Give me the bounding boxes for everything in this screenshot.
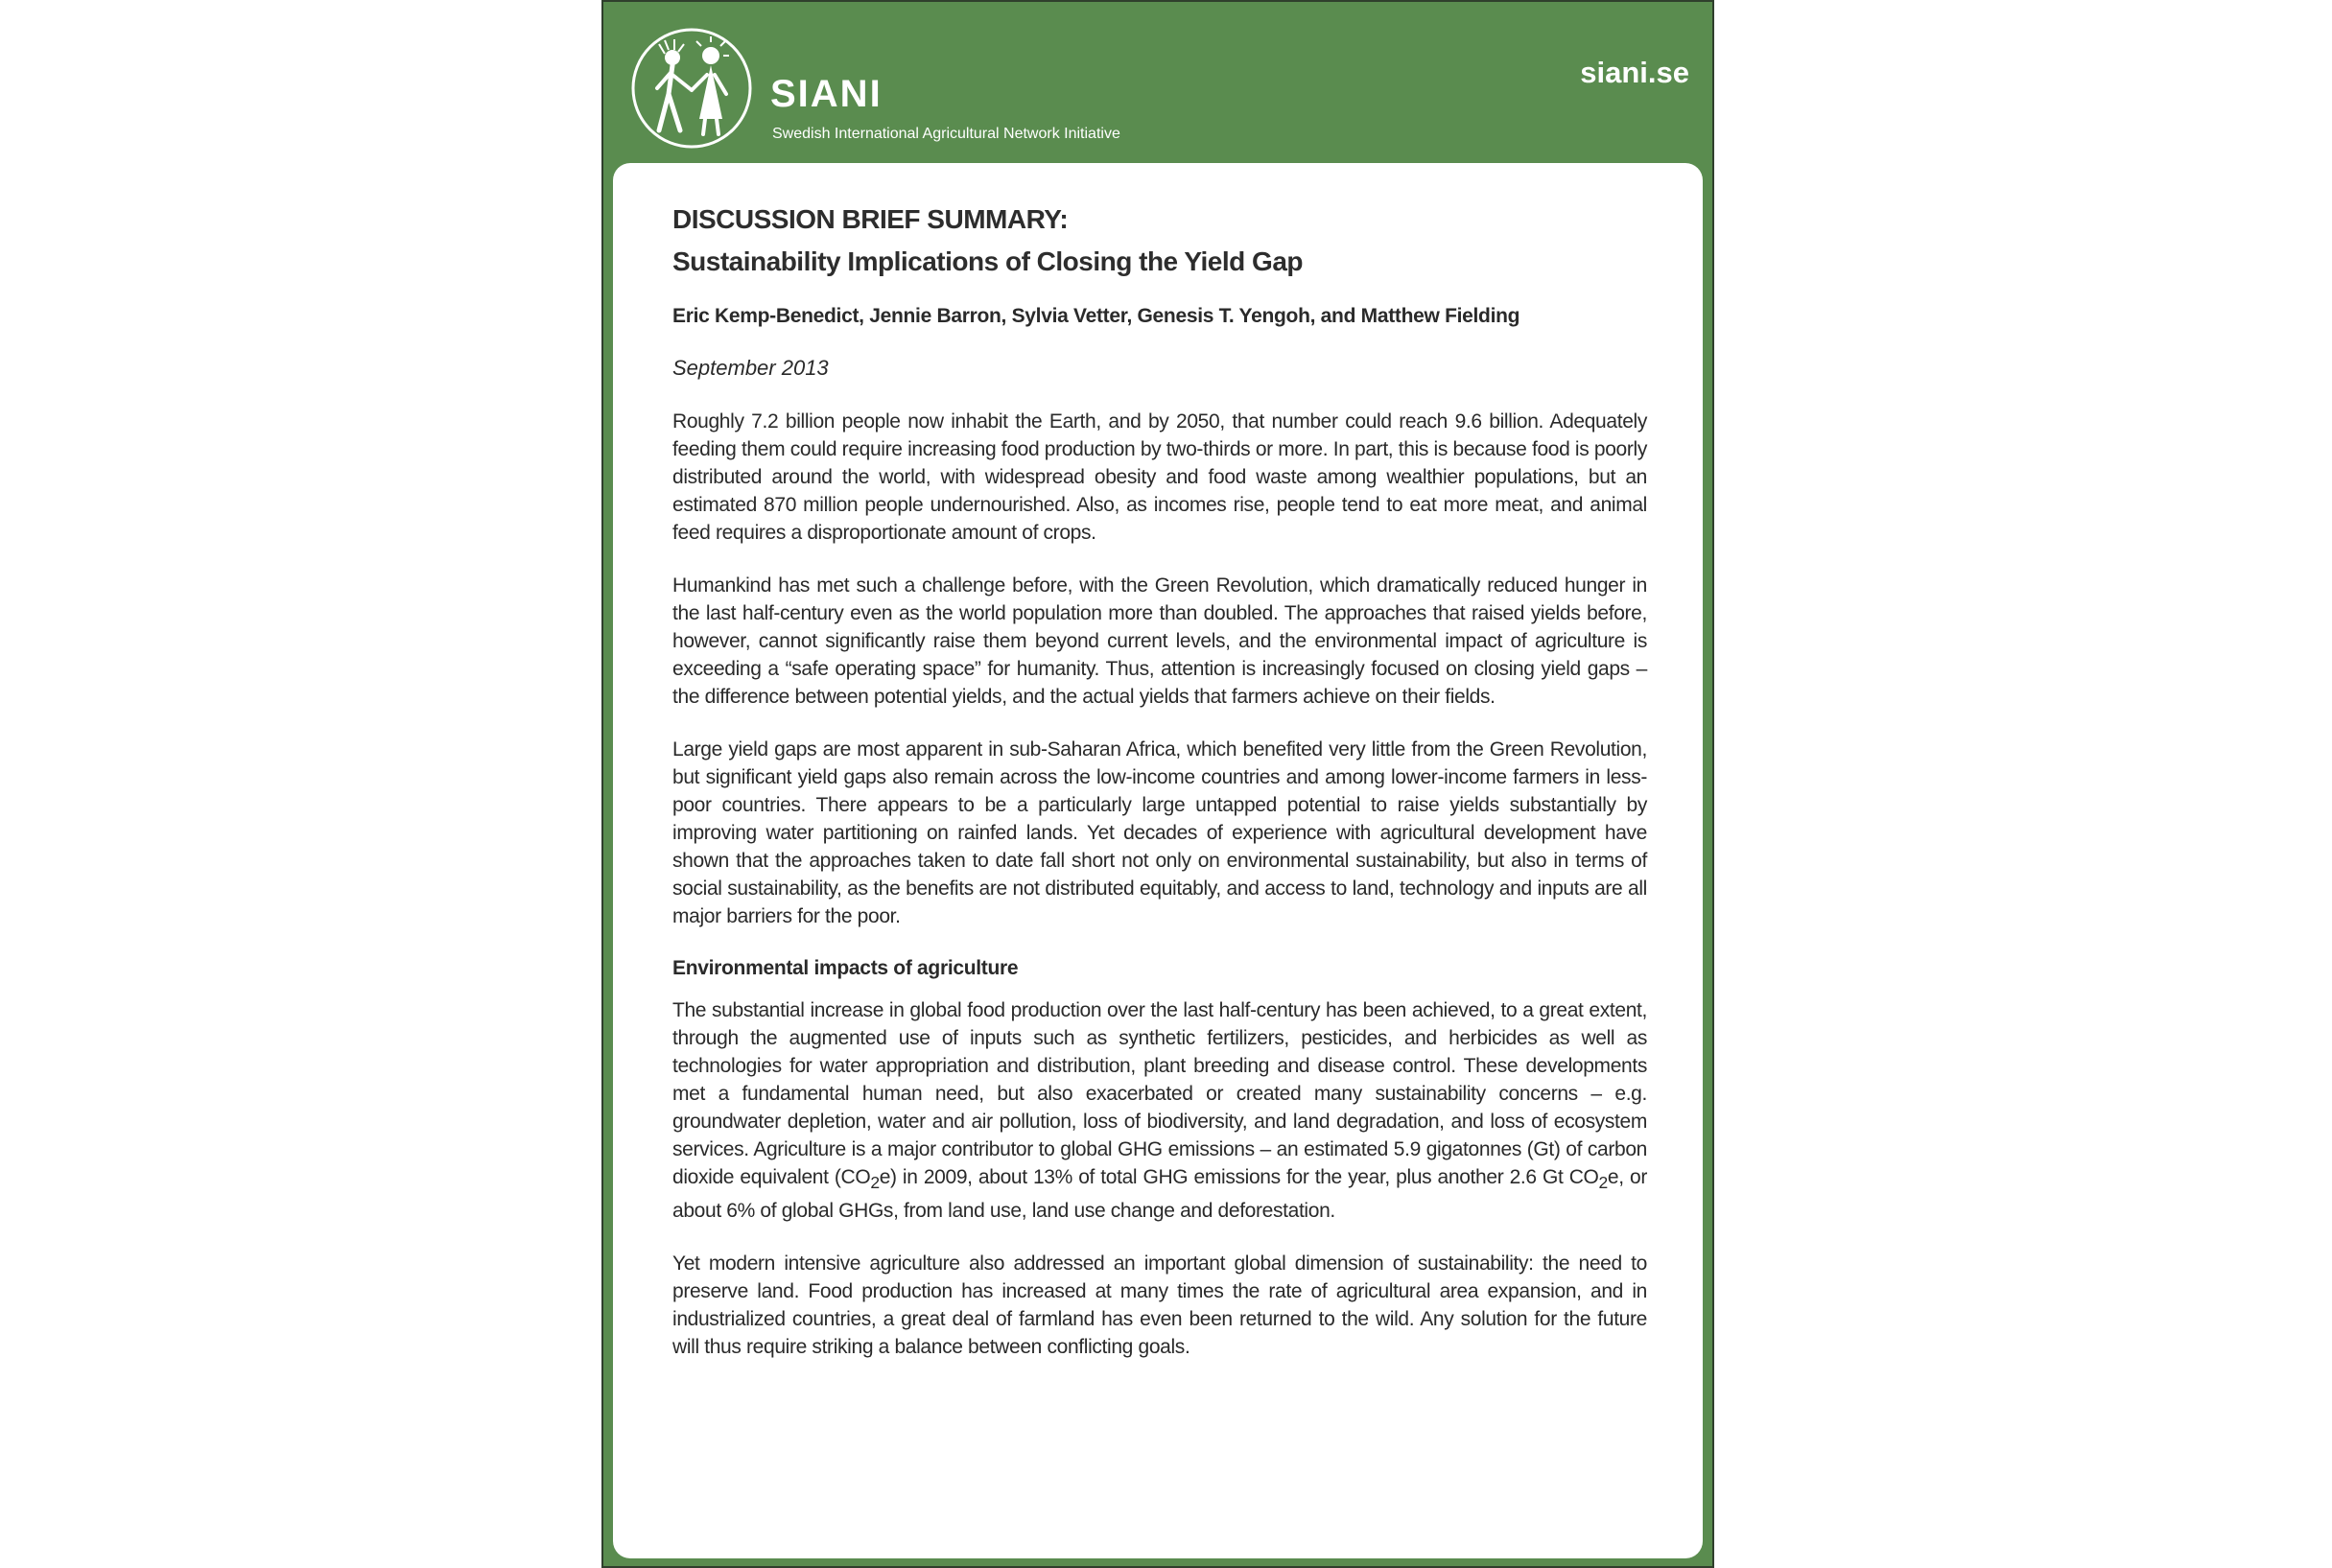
- paragraph: [672, 996, 1647, 1225]
- paragraph: Roughly 7.2 billion people now inhabit the Earth, and by 2050, that number could reach 9.6 billion. Adequately feeding them could require increasing food production by two-thirds or more. In part, this is because food is poorly distributed around the world, with widespread obesity and food waste among wealthier populations, but an estimated 870 million people undernourished. Also, as incomes rise, people tend to eat more meat, and animal feed requires a disproportionate amount of crops.: [672, 410, 1647, 544]
- paragraph-text: e) in 2009, about 13% of total GHG emissions for the year, plus another 2.6 Gt CO: [879, 1166, 1599, 1188]
- doc-heading: DISCUSSION BRIEF SUMMARY:: [672, 204, 1069, 234]
- publication-date: September 2013: [672, 356, 829, 380]
- paragraph: Large yield gaps are most apparent in sub-Saharan Africa, which benefited very little from the Green Revolution, but significant yield gaps also remain across the low-income countries and among lower-income farmers in less-poor countries. There appears to be a particularly large untapped potential to raise yields substantially by improving water partitioning on rainfed lands. Yet decades of experience with agricultural development have shown that the approaches taken to date fall short not only on environmental sustainability, but also in terms of social sustainability, as the benefits are not distributed equitably, and access to land, technology and inputs are all major barriers for the poor.: [672, 738, 1647, 927]
- paragraph: Humankind has met such a challenge before, with the Green Revolution, which dramatically reduced hunger in the last half-century even as the world population more than doubled. The approaches that raised yields before, however, cannot significantly raise them beyond current levels, and the environmental impact of agriculture is exceeding a “safe operating space” for humanity. Thus, attention is increasingly focused on closing yield gaps –the difference between potential yields, and the actual yields that farmers achieve on their fields.: [672, 574, 1647, 708]
- paragraph-text: The substantial increase in global food production over the last half-century has been achieved, to a great extent, through the augmented use of inputs such as synthetic fertilizers, pesticides, and herbicides as well as technologies for water appropriation and distribution, plant breeding and disease control. These developments met a fundamental human need, but also exacerbated or created many sustainability concerns – e.g. groundwater depletion, water and air pollution, loss of biodiversity, and land degradation, and loss of ecosystem services. Agriculture is a major contributor to global GHG emissions – an estimated 5.9 gigatonnes (Gt) of carbon dioxide equivalent (CO: [672, 999, 1647, 1188]
- brand-subtitle: Swedish International Agricultural Network Initiative: [772, 126, 1120, 142]
- brand-name: SIANI: [770, 73, 883, 115]
- document-page: [601, 0, 1714, 1568]
- section-title: Environmental impacts of agriculture: [672, 957, 1019, 979]
- paragraph-text: e, or about 6% of global GHGs, from land use, land use change and deforestation.: [672, 1166, 1647, 1223]
- siani-logo-figures-icon: [630, 27, 753, 150]
- subscript: 2: [1598, 1173, 1608, 1193]
- content-card: [613, 163, 1703, 1558]
- document-body: [672, 201, 1647, 1361]
- subscript: 2: [870, 1173, 880, 1193]
- authors: Eric Kemp-Benedict, Jennie Barron, Sylvia Vetter, Genesis T. Yengoh, and Matthew Fielding: [672, 305, 1520, 327]
- paragraph: Yet modern intensive agriculture also addressed an important global dimension of sustainability: the need to preserve land. Food production has increased at many times the rate of agricultural area expansion, and in industrialized countries, a great deal of farmland has even been returned to the wild. Any solution for the future will thus require striking a balance between conflicting goals.: [672, 1252, 1647, 1359]
- site-link[interactable]: siani.se: [1580, 56, 1689, 89]
- doc-title: Sustainability Implications of Closing the Yield Gap: [672, 246, 1303, 276]
